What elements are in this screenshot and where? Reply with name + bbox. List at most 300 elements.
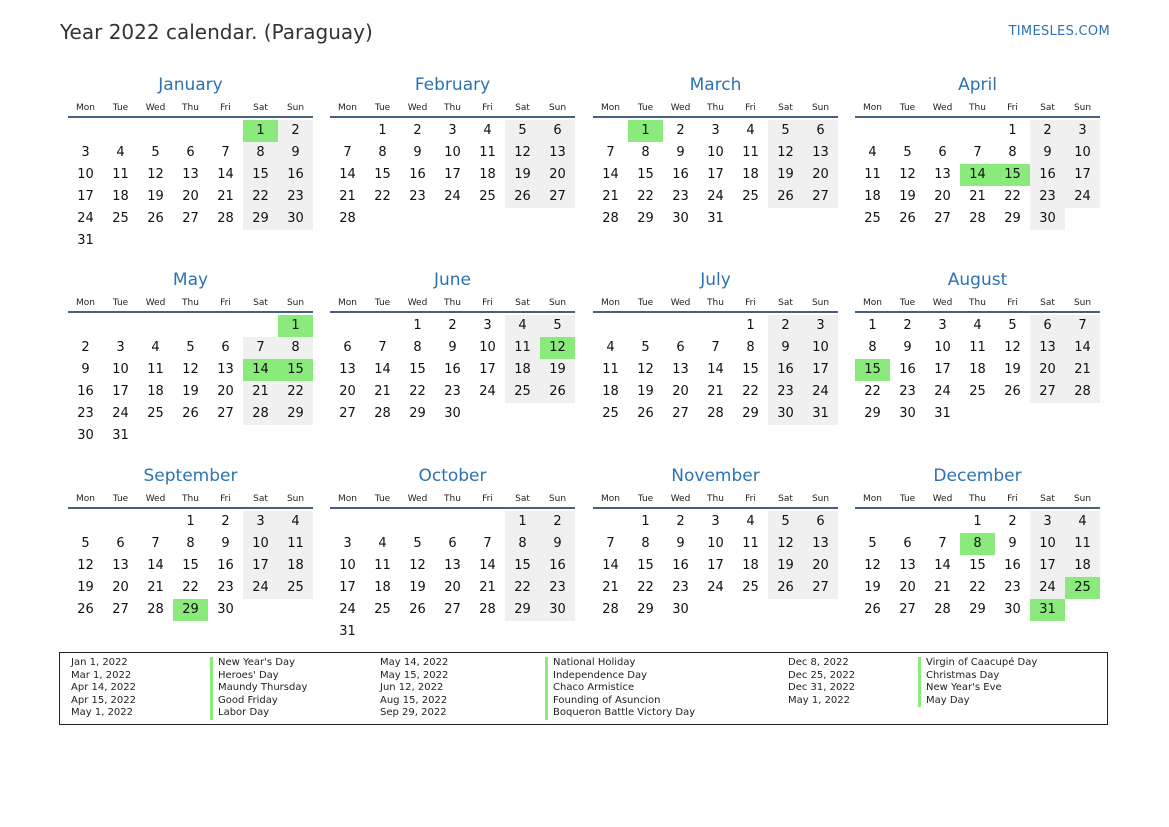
day-cell: 21	[1065, 359, 1100, 381]
day-cell: 10	[707, 145, 724, 160]
weekday-label: Tue	[374, 494, 391, 504]
weekday-label: Fri	[1007, 494, 1018, 504]
weekday-header	[68, 298, 313, 310]
day-cell: 21	[479, 580, 496, 595]
day-cell: 23	[672, 580, 689, 595]
weekday-label: Sun	[286, 494, 305, 504]
weekday-label: Tue	[899, 494, 916, 504]
day-cell: 9	[81, 362, 90, 377]
day-cell: 24	[243, 577, 278, 599]
day-cell: 4	[483, 123, 492, 138]
day-cell: 13	[182, 167, 199, 182]
month-name: February	[414, 75, 491, 95]
day-cell: 5	[1008, 318, 1017, 333]
day-cell-holiday: 1	[628, 120, 663, 142]
day-cell: 25	[864, 211, 881, 226]
weekday-label: Fri	[220, 494, 231, 504]
day-cell: 7	[973, 145, 982, 160]
day-cell: 17	[77, 189, 94, 204]
day-cell-holiday: 15	[278, 359, 313, 381]
day-cell: 3	[1030, 511, 1065, 533]
weekday-label: Sat	[1040, 103, 1055, 113]
holiday-date: May 14, 2022	[380, 657, 449, 668]
day-cell: 26	[147, 211, 164, 226]
day-cell: 29	[742, 406, 759, 421]
day-cell: 14	[374, 362, 391, 377]
weekday-label: Fri	[220, 103, 231, 113]
day-cell: 23	[1030, 186, 1065, 208]
day-cell: 18	[742, 558, 759, 573]
day-cell: 31	[934, 406, 951, 421]
day-cell: 18	[969, 362, 986, 377]
weekday-label: Tue	[112, 494, 129, 504]
day-cell: 24	[339, 602, 356, 617]
day-cell: 12	[768, 533, 803, 555]
holiday-names-col-3	[918, 657, 1037, 707]
month-divider	[593, 311, 838, 313]
weekday-label: Thu	[707, 103, 724, 113]
day-cell: 12	[182, 362, 199, 377]
day-cell: 22	[409, 384, 426, 399]
weekday-label: Tue	[374, 103, 391, 113]
day-cell: 31	[339, 624, 356, 639]
month-divider	[855, 507, 1100, 509]
weekday-label: Mon	[76, 103, 95, 113]
day-cell: 10	[934, 340, 951, 355]
day-cell: 30	[217, 602, 234, 617]
weekday-label: Sat	[1040, 298, 1055, 308]
day-cell: 27	[899, 602, 916, 617]
day-cell: 6	[448, 536, 457, 551]
day-cell: 3	[448, 123, 457, 138]
weekday-label: Fri	[482, 494, 493, 504]
weekday-label: Wed	[932, 298, 953, 308]
day-cell: 3	[711, 123, 720, 138]
day-cell: 1	[413, 318, 422, 333]
weekday-label: Tue	[899, 298, 916, 308]
day-cell: 16	[1004, 558, 1021, 573]
day-cell: 30	[444, 406, 461, 421]
day-cell: 18	[278, 555, 313, 577]
day-cell: 31	[707, 211, 724, 226]
day-cell: 6	[903, 536, 912, 551]
day-cell: 23	[217, 580, 234, 595]
day-cell: 21	[602, 189, 619, 204]
day-cell: 9	[221, 536, 230, 551]
day-cell: 18	[1065, 555, 1100, 577]
day-cell: 1	[641, 514, 650, 529]
day-cell-holiday: 14	[243, 359, 278, 381]
day-cell: 21	[934, 580, 951, 595]
month-name: October	[418, 466, 487, 486]
weekday-header	[593, 494, 838, 506]
day-cell: 12	[637, 362, 654, 377]
month-name: August	[947, 270, 1008, 290]
weekday-label: Thu	[969, 103, 986, 113]
day-cell: 9	[768, 337, 803, 359]
day-cell: 11	[147, 362, 164, 377]
day-cell: 26	[864, 602, 881, 617]
weekday-label: Fri	[1007, 298, 1018, 308]
day-cell: 2	[81, 340, 90, 355]
weekday-label: Mon	[863, 494, 882, 504]
day-cell: 6	[221, 340, 230, 355]
weekday-label: Sat	[253, 103, 268, 113]
day-cell: 26	[505, 186, 540, 208]
day-cell-holiday: 1	[243, 120, 278, 142]
day-cell: 16	[444, 362, 461, 377]
month-name: December	[933, 466, 1022, 486]
day-cell: 30	[278, 208, 313, 230]
weekday-label: Thu	[707, 298, 724, 308]
day-cell: 13	[934, 167, 951, 182]
weekday-label: Tue	[112, 103, 129, 113]
day-cell: 13	[339, 362, 356, 377]
day-cell: 19	[505, 164, 540, 186]
day-cell: 7	[221, 145, 230, 160]
weekday-label: Fri	[745, 494, 756, 504]
day-cell: 3	[1065, 120, 1100, 142]
weekday-label: Sun	[811, 103, 830, 113]
month-name: July	[700, 270, 731, 290]
day-cell: 14	[1065, 337, 1100, 359]
weekday-label: Thu	[444, 494, 461, 504]
day-cell: 12	[147, 167, 164, 182]
weekday-label: Sat	[253, 494, 268, 504]
day-cell: 26	[182, 406, 199, 421]
day-cell: 15	[182, 558, 199, 573]
day-cell: 8	[378, 145, 387, 160]
day-cell: 11	[969, 340, 986, 355]
weekday-label: Fri	[220, 298, 231, 308]
weekday-label: Mon	[76, 298, 95, 308]
day-cell: 30	[672, 211, 689, 226]
day-cell: 4	[116, 145, 125, 160]
holiday-date: May 1, 2022	[788, 694, 851, 706]
day-cell: 5	[768, 120, 803, 142]
day-cell: 4	[868, 145, 877, 160]
day-cell: 1	[1008, 123, 1017, 138]
day-cell: 29	[243, 208, 278, 230]
holiday-date: Dec 25, 2022	[788, 669, 856, 681]
day-cell: 26	[768, 577, 803, 599]
weekday-label: Wed	[145, 494, 166, 504]
weekday-label: Mon	[863, 103, 882, 113]
day-cell: 17	[444, 167, 461, 182]
day-cell-holiday: 15	[995, 164, 1030, 186]
day-cell: 11	[742, 145, 759, 160]
month-name: March	[689, 75, 742, 95]
day-cell: 2	[448, 318, 457, 333]
day-cell: 3	[938, 318, 947, 333]
day-cell: 20	[182, 189, 199, 204]
weekday-label: Fri	[482, 103, 493, 113]
weekday-label: Sun	[286, 298, 305, 308]
weekday-header	[330, 103, 575, 115]
day-cell: 30	[77, 428, 94, 443]
day-cell: 28	[934, 602, 951, 617]
day-cell: 19	[409, 580, 426, 595]
day-cell: 27	[1030, 381, 1065, 403]
holiday-name: New Year's Day	[210, 657, 307, 670]
day-cell: 8	[868, 340, 877, 355]
day-cell: 9	[278, 142, 313, 164]
day-cell: 21	[217, 189, 234, 204]
day-cell: 28	[147, 602, 164, 617]
day-cell: 14	[217, 167, 234, 182]
day-cell: 12	[1004, 340, 1021, 355]
day-cell: 26	[768, 186, 803, 208]
day-cell: 15	[409, 362, 426, 377]
day-cell: 9	[448, 340, 457, 355]
weekday-label: Mon	[601, 298, 620, 308]
weekday-label: Tue	[637, 494, 654, 504]
day-cell: 2	[1030, 120, 1065, 142]
day-cell: 24	[707, 580, 724, 595]
day-cell: 3	[243, 511, 278, 533]
month-divider	[593, 116, 838, 118]
day-cell: 26	[77, 602, 94, 617]
day-cell: 24	[77, 211, 94, 226]
day-cell: 6	[676, 340, 685, 355]
day-cell: 23	[899, 384, 916, 399]
day-cell: 15	[969, 558, 986, 573]
day-cell: 5	[903, 145, 912, 160]
day-cell: 2	[413, 123, 422, 138]
day-cell: 12	[505, 142, 540, 164]
day-cell-holiday: 15	[855, 359, 890, 381]
day-cell: 4	[505, 315, 540, 337]
day-cell: 8	[1008, 145, 1017, 160]
day-cell: 21	[969, 189, 986, 204]
day-cell: 18	[602, 384, 619, 399]
day-cell: 19	[768, 555, 803, 577]
day-cell: 3	[483, 318, 492, 333]
weekday-header	[68, 494, 313, 506]
day-cell: 13	[1030, 337, 1065, 359]
day-cell: 31	[112, 428, 129, 443]
holiday-date: Jan 1, 2022	[71, 657, 128, 668]
holiday-name: National Holiday	[545, 657, 695, 670]
day-cell: 8	[413, 340, 422, 355]
day-cell: 27	[803, 186, 838, 208]
day-cell: 12	[864, 558, 881, 573]
day-cell: 25	[374, 602, 391, 617]
day-cell: 5	[540, 315, 575, 337]
month-divider	[593, 507, 838, 509]
day-cell: 17	[934, 362, 951, 377]
weekday-label: Fri	[745, 298, 756, 308]
weekday-label: Tue	[374, 298, 391, 308]
weekday-label: Tue	[637, 298, 654, 308]
day-cell: 7	[483, 536, 492, 551]
weekday-label: Wed	[145, 298, 166, 308]
day-cell: 9	[903, 340, 912, 355]
day-cell: 1	[505, 511, 540, 533]
day-cell: 7	[1065, 315, 1100, 337]
day-cell: 9	[676, 145, 685, 160]
day-cell: 22	[742, 384, 759, 399]
day-cell: 19	[1004, 362, 1021, 377]
weekday-label: Mon	[338, 494, 357, 504]
day-cell: 20	[899, 580, 916, 595]
day-cell: 6	[803, 511, 838, 533]
month-divider	[330, 311, 575, 313]
weekday-label: Thu	[444, 103, 461, 113]
day-cell: 10	[1065, 142, 1100, 164]
holiday-dates-col-1	[71, 657, 136, 720]
day-cell-holiday: 1	[278, 315, 313, 337]
day-cell: 19	[637, 384, 654, 399]
day-cell: 4	[746, 514, 755, 529]
day-cell: 23	[278, 186, 313, 208]
weekday-label: Wed	[932, 103, 953, 113]
day-cell: 13	[803, 533, 838, 555]
holiday-name: Heroes' Day	[210, 670, 307, 683]
holiday-date: Dec 31, 2022	[788, 682, 856, 694]
day-cell: 11	[112, 167, 129, 182]
day-cell: 29	[864, 406, 881, 421]
weekday-label: Sun	[286, 103, 305, 113]
holiday-names-col-2	[545, 657, 695, 720]
day-cell: 18	[147, 384, 164, 399]
holiday-name: Chaco Armistice	[545, 682, 695, 695]
day-cell: 3	[711, 514, 720, 529]
day-cell: 8	[243, 142, 278, 164]
day-cell: 27	[672, 406, 689, 421]
day-cell: 21	[707, 384, 724, 399]
weekday-label: Wed	[670, 298, 691, 308]
weekday-label: Mon	[338, 298, 357, 308]
day-cell: 14	[479, 558, 496, 573]
weekday-label: Thu	[444, 298, 461, 308]
day-cell: 17	[112, 384, 129, 399]
day-cell: 1	[746, 318, 755, 333]
day-cell: 26	[899, 211, 916, 226]
day-cell: 20	[444, 580, 461, 595]
day-cell: 20	[112, 580, 129, 595]
day-cell: 23	[1004, 580, 1021, 595]
day-cell: 14	[934, 558, 951, 573]
day-cell: 3	[803, 315, 838, 337]
day-cell: 27	[217, 406, 234, 421]
day-cell: 25	[479, 189, 496, 204]
weekday-label: Sat	[515, 298, 530, 308]
holiday-name: May Day	[918, 695, 1037, 708]
weekday-label: Thu	[182, 103, 199, 113]
day-cell: 16	[768, 359, 803, 381]
day-cell: 24	[803, 381, 838, 403]
day-cell: 28	[217, 211, 234, 226]
day-cell: 4	[1065, 511, 1100, 533]
day-cell: 25	[742, 189, 759, 204]
weekday-label: Mon	[76, 494, 95, 504]
day-cell: 19	[182, 384, 199, 399]
day-cell: 17	[1065, 164, 1100, 186]
weekday-label: Tue	[112, 298, 129, 308]
weekday-label: Wed	[145, 103, 166, 113]
day-cell: 24	[444, 189, 461, 204]
day-cell: 16	[672, 558, 689, 573]
day-cell: 30	[899, 406, 916, 421]
day-cell: 8	[746, 340, 755, 355]
month-divider	[855, 311, 1100, 313]
day-cell: 23	[540, 577, 575, 599]
day-cell: 1	[186, 514, 195, 529]
day-cell: 29	[278, 403, 313, 425]
day-cell: 17	[1030, 555, 1065, 577]
day-cell: 8	[505, 533, 540, 555]
day-cell: 18	[864, 189, 881, 204]
day-cell: 27	[182, 211, 199, 226]
day-cell: 7	[243, 337, 278, 359]
day-cell: 4	[378, 536, 387, 551]
weekday-label: Mon	[601, 494, 620, 504]
day-cell: 19	[899, 189, 916, 204]
weekday-label: Mon	[863, 298, 882, 308]
day-cell: 16	[77, 384, 94, 399]
site-link[interactable]: TIMESLES.COM	[1008, 24, 1110, 39]
holiday-date: May 15, 2022	[380, 669, 449, 681]
day-cell: 31	[803, 403, 838, 425]
day-cell: 22	[505, 577, 540, 599]
day-cell: 16	[409, 167, 426, 182]
day-cell: 18	[505, 359, 540, 381]
day-cell: 24	[479, 384, 496, 399]
day-cell: 27	[444, 602, 461, 617]
day-cell: 2	[540, 511, 575, 533]
day-cell: 22	[637, 580, 654, 595]
day-cell: 22	[182, 580, 199, 595]
weekday-label: Sun	[811, 298, 830, 308]
month-name: November	[671, 466, 760, 486]
day-cell: 19	[864, 580, 881, 595]
day-cell: 31	[77, 233, 94, 248]
weekday-label: Thu	[182, 494, 199, 504]
holiday-name: Maundy Thursday	[210, 682, 307, 695]
day-cell: 8	[641, 145, 650, 160]
day-cell: 27	[803, 577, 838, 599]
day-cell: 22	[1004, 189, 1021, 204]
weekday-label: Wed	[407, 103, 428, 113]
day-cell: 28	[602, 602, 619, 617]
holiday-date: May 1, 2022	[71, 707, 134, 719]
day-cell: 21	[602, 580, 619, 595]
day-cell: 6	[343, 340, 352, 355]
day-cell: 27	[934, 211, 951, 226]
day-cell: 15	[637, 167, 654, 182]
weekday-label: Thu	[969, 298, 986, 308]
day-cell: 9	[1008, 536, 1017, 551]
weekday-label: Sat	[253, 298, 268, 308]
day-cell: 11	[742, 536, 759, 551]
day-cell: 4	[746, 123, 755, 138]
day-cell: 29	[409, 406, 426, 421]
weekday-label: Sat	[778, 494, 793, 504]
month-name: April	[958, 75, 997, 95]
day-cell: 8	[278, 337, 313, 359]
day-cell: 11	[602, 362, 619, 377]
day-cell: 23	[409, 189, 426, 204]
weekday-label: Thu	[969, 494, 986, 504]
day-cell: 5	[868, 536, 877, 551]
month-divider	[330, 116, 575, 118]
weekday-label: Sun	[811, 494, 830, 504]
day-cell: 21	[243, 381, 278, 403]
day-cell: 2	[1008, 514, 1017, 529]
holiday-date: Apr 14, 2022	[71, 682, 137, 694]
holiday-dates-col-3	[788, 657, 855, 707]
